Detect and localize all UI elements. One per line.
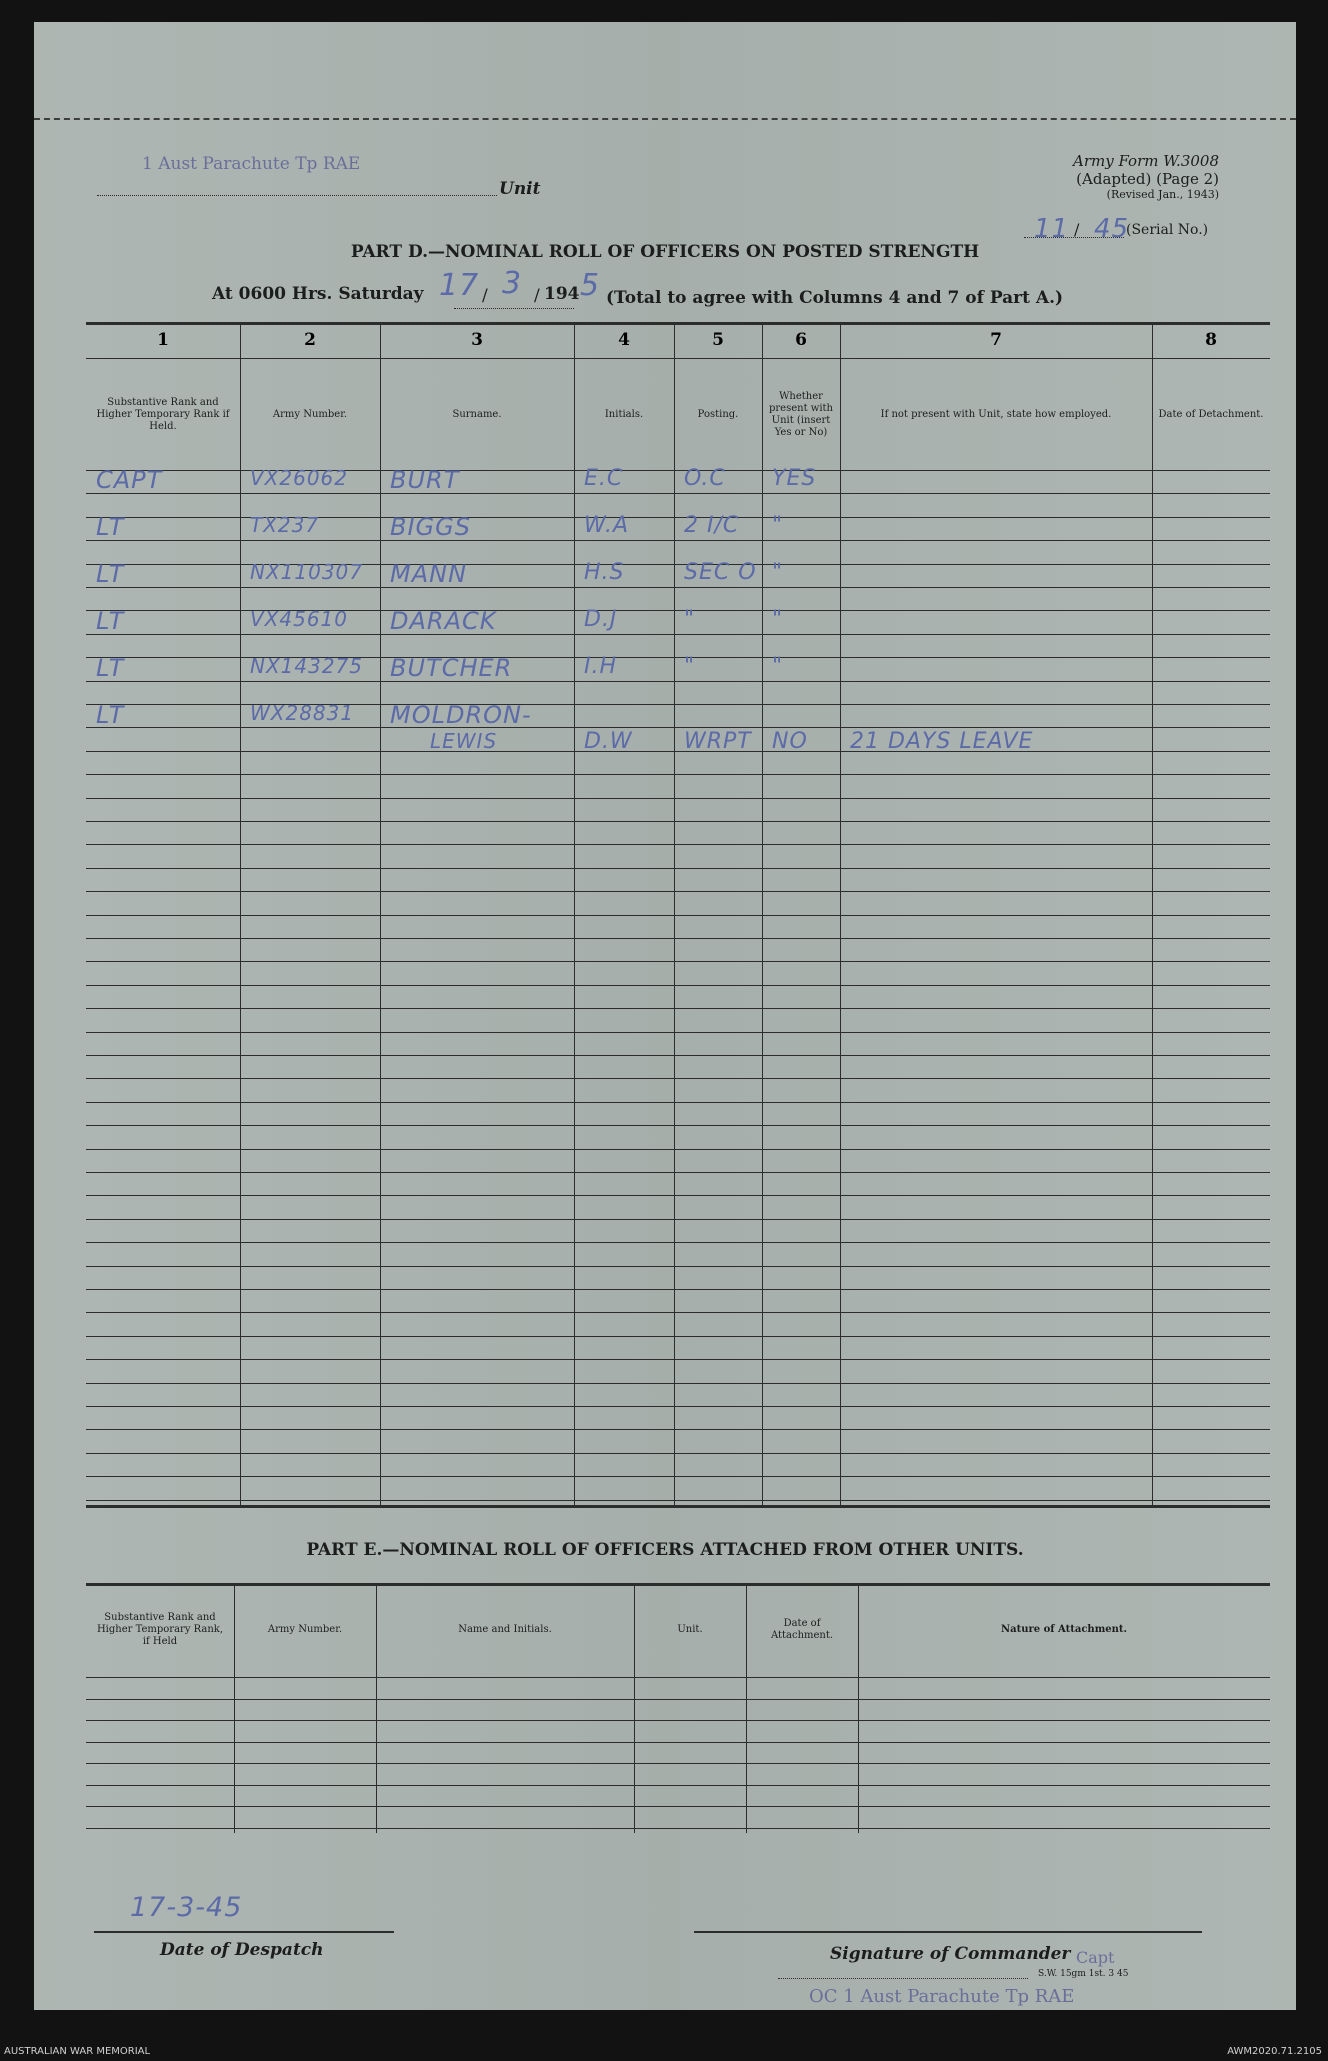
roll-cell-posting: 2 I/C	[684, 513, 740, 538]
roll-cell-army-number: TX237	[250, 513, 320, 537]
part-d-column-header: Surname.	[452, 409, 502, 420]
date-prefix: At 0600 Hrs. Saturday	[212, 284, 424, 304]
part-e-ruled-line	[86, 1828, 1270, 1829]
roll-cell-army-number: VX26062	[250, 466, 349, 490]
part-d-ruled-line	[86, 844, 1270, 845]
part-d-ruled-line	[86, 493, 1270, 494]
part-e-ruled-line	[86, 1785, 1270, 1786]
roll-cell-posting: "	[684, 607, 696, 632]
part-d-ruled-line	[86, 1406, 1270, 1407]
part-d-ruled-line	[86, 1453, 1270, 1454]
part-d-column-header: Whether present with Unit (insert Yes or No)	[768, 391, 833, 438]
part-e-table	[86, 1583, 1270, 1833]
part-e-column-header: Army Number.	[267, 1624, 343, 1635]
credit-left: AUSTRALIAN WAR MEMORIAL	[4, 2046, 151, 2057]
roll-cell-initials: D.W	[584, 729, 633, 754]
serial-hand-a: 11	[1034, 214, 1070, 244]
part-d-ruled-line	[86, 1500, 1270, 1501]
despatch-date-hand: 17-3-45	[130, 1892, 243, 1923]
roll-cell-initials: H.S	[584, 560, 625, 585]
roll-cell-rank: LT	[96, 607, 125, 635]
part-d-column-header: Substantive Rank and Higher Temporary Rank if Held.	[96, 397, 230, 432]
part-d-ruled-line	[86, 587, 1270, 588]
part-d-ruled-line	[86, 1242, 1270, 1243]
roll-cell-initials: E.C	[584, 466, 624, 491]
part-d-ruled-line	[86, 915, 1270, 916]
part-e-column-divider	[858, 1583, 859, 1833]
roll-cell-rank: LT	[96, 560, 125, 588]
roll-cell-army-number: NX110307	[250, 560, 364, 584]
part-d-column-number: 4	[618, 330, 630, 350]
part-e-column-divider	[234, 1583, 235, 1833]
part-e-column-header: Nature of Attachment.	[1000, 1624, 1128, 1635]
part-d-table	[86, 322, 1270, 1508]
part-e-column-header: Date of Attachment.	[770, 1618, 834, 1641]
roll-cell-present: NO	[772, 729, 808, 754]
part-d-ruled-line	[86, 938, 1270, 939]
part-d-ruled-line	[86, 774, 1270, 775]
form-number: Army Form W.3008	[1073, 152, 1219, 170]
part-d-ruled-line	[86, 1149, 1270, 1150]
roll-cell-army-number: WX28831	[250, 701, 355, 725]
part-d-ruled-line	[86, 540, 1270, 541]
part-d-column-header: Posting.	[697, 409, 739, 420]
roll-cell-surname: BIGGS	[390, 513, 471, 541]
part-d-column-number: 3	[471, 330, 483, 350]
part-d-ruled-line	[86, 751, 1270, 752]
roll-cell-surname: MANN	[390, 560, 468, 588]
part-d-column-header: Army Number.	[272, 409, 348, 420]
roll-cell-army-number: NX143275	[250, 654, 364, 678]
roll-cell-surname: BURT	[390, 466, 460, 494]
part-d-ruled-line	[86, 1125, 1270, 1126]
part-d-ruled-line	[86, 1266, 1270, 1267]
form-sheet: 1 Aust Parachute Tp RAE Unit Army Form W.3008 (Adapted) (Page 2) (Revised Jan., 1943) 11 / 45 (Serial No.) PART D.—NOMINAL ROLL OF OFFICERS ON POSTED STRENGTH At 0600 Hrs. Saturday 17 / 3 / 194 5 (Total to agree with Columns 4 and 7 of Part A.) 1 2 3 4 5 6 7 8 Substantive Rank and Higher Temporary Rank if Held. Army Number. Surname. Initials. Posting. Whether present with Unit (insert Yes or No) If not present with Unit, state how employed. Date of Detachment. CAPT VX26062 BURT E.C O.C YES LT TX237 BIGGS W.A 2 I/C " LT NX110307 MANN H.S SEC O " LT VX45610 DARACK D.J " " LT NX143275 BUTCHER I.H " " LT WX28831 MOLDRON- D.W WRPT NO 21 DAYS LEAVE LEWIS PART E.—NOMINAL ROLL OF OFFICERS ATTACHED FROM OTHER UNITS. Substantive Rank and Higher Temporary Rank, if Held Army Number. Name and Initials. Unit. Date of Attachment. Nature of Attachment. 17-3-45 Date of Despatch Signature of Commander Capt S.W. 15gm 1st. 3 45 OC 1 Aust Parachute Tp RAE	[34, 22, 1296, 2010]
part-e-ruled-line	[86, 1763, 1270, 1764]
part-e-column-divider	[376, 1583, 377, 1833]
part-d-ruled-line	[86, 727, 1270, 728]
roll-cell-posting: WRPT	[684, 729, 752, 754]
part-d-ruled-line	[86, 891, 1270, 892]
part-d-ruled-line	[86, 1078, 1270, 1079]
date-year-prefix: 194	[544, 284, 580, 304]
part-d-ruled-line	[86, 821, 1270, 822]
perforation-line	[34, 118, 1296, 120]
part-d-ruled-line	[86, 1289, 1270, 1290]
credit-right: AWM2020.71.2105	[1227, 2046, 1322, 2057]
part-d-ruled-line	[86, 1359, 1270, 1360]
part-d-ruled-line	[86, 1476, 1270, 1477]
roll-cell-employment: 21 DAYS LEAVE	[850, 729, 1034, 754]
part-d-ruled-line	[86, 1383, 1270, 1384]
date-year-hand: 5	[580, 268, 601, 303]
part-e-column-divider	[746, 1583, 747, 1833]
serial-hand-b: 45	[1094, 214, 1130, 244]
part-d-ruled-line	[86, 681, 1270, 682]
part-d-ruled-line	[86, 868, 1270, 869]
part-d-ruled-line	[86, 634, 1270, 635]
part-d-ruled-line	[86, 1312, 1270, 1313]
roll-cell-rank: LT	[96, 513, 125, 541]
part-e-ruled-line	[86, 1806, 1270, 1807]
roll-cell-rank: LT	[96, 701, 125, 729]
roll-cell-army-number: VX45610	[250, 607, 349, 631]
part-e-column-header: Name and Initials.	[458, 1624, 552, 1635]
part-e-column-header: Substantive Rank and Higher Temporary Rank, if Held	[96, 1612, 224, 1647]
part-d-ruled-line	[86, 1219, 1270, 1220]
part-d-ruled-line	[86, 798, 1270, 799]
despatch-label: Date of Despatch	[160, 1940, 324, 1960]
part-e-column-divider	[634, 1583, 635, 1833]
roll-cell-initials: W.A	[584, 513, 630, 538]
part-d-column-header: Date of Detachment.	[1158, 409, 1264, 420]
part-d-column-header: If not present with Unit, state how employed.	[880, 409, 1112, 420]
part-d-ruled-line	[86, 1102, 1270, 1103]
part-d-column-number: 7	[990, 330, 1002, 350]
part-d-ruled-line	[86, 1195, 1270, 1196]
part-d-ruled-line	[86, 1336, 1270, 1337]
part-d-column-header: Initials.	[604, 409, 644, 420]
part-d-column-number: 8	[1205, 330, 1217, 350]
date-day: 17	[439, 268, 480, 303]
roll-cell-posting: O.C	[684, 466, 726, 491]
unit-label: Unit	[499, 179, 541, 199]
roll-cell-present: YES	[772, 466, 817, 491]
roll-cell-initials: D.J	[584, 607, 618, 632]
roll-cell-surname-continued: LEWIS	[430, 729, 498, 753]
part-d-ruled-line	[86, 985, 1270, 986]
roll-cell-initials: I.H	[584, 654, 618, 679]
part-d-title: PART D.—NOMINAL ROLL OF OFFICERS ON POSTED STRENGTH	[350, 242, 980, 262]
part-e-title: PART E.—NOMINAL ROLL OF OFFICERS ATTACHED FROM OTHER UNITS.	[306, 1540, 1024, 1560]
part-d-column-number: 5	[712, 330, 724, 350]
printer-note: S.W. 15gm 1st. 3 45	[1038, 1969, 1129, 1979]
serial-label: (Serial No.)	[1126, 222, 1209, 238]
roll-cell-posting: SEC O	[684, 560, 757, 585]
unit-stamp: 1 Aust Parachute Tp RAE	[142, 154, 361, 174]
roll-cell-rank: CAPT	[96, 466, 163, 494]
part-d-ruled-line	[86, 1055, 1270, 1056]
part-e-column-header: Unit.	[677, 1624, 703, 1635]
part-e-ruled-line	[86, 1699, 1270, 1700]
part-d-column-number: 6	[795, 330, 807, 350]
roll-cell-present: "	[772, 607, 784, 632]
part-e-ruled-line	[86, 1720, 1270, 1721]
roll-cell-surname: DARACK	[390, 607, 497, 635]
serial-slash: /	[1074, 220, 1080, 239]
unit-underline	[97, 195, 497, 196]
part-d-column-number: 1	[157, 330, 169, 350]
part-d-ruled-line	[86, 1429, 1270, 1430]
date-month: 3	[502, 266, 523, 301]
part-d-ruled-line	[86, 961, 1270, 962]
part-d-ruled-line	[86, 1032, 1270, 1033]
roll-cell-present: "	[772, 560, 784, 585]
roll-cell-posting: "	[684, 654, 696, 679]
signature-label: Signature of Commander	[830, 1944, 1071, 1964]
roll-cell-surname: BUTCHER	[390, 654, 513, 682]
form-adapted: (Adapted) (Page 2)	[1076, 170, 1219, 188]
part-e-ruled-line	[86, 1742, 1270, 1743]
form-revised: (Revised Jan., 1943)	[1106, 188, 1219, 201]
date-suffix: (Total to agree with Columns 4 and 7 of Part A.)	[606, 288, 1064, 308]
roll-cell-surname: MOLDRON-	[390, 701, 532, 729]
roll-cell-rank: LT	[96, 654, 125, 682]
rank-stamp: Capt	[1076, 1948, 1115, 1967]
part-d-ruled-line	[86, 1172, 1270, 1173]
commander-stamp: OC 1 Aust Parachute Tp RAE	[809, 1986, 1075, 2007]
roll-cell-present: "	[772, 654, 784, 679]
part-d-column-number: 2	[304, 330, 316, 350]
roll-cell-present: "	[772, 513, 784, 538]
part-d-ruled-line	[86, 1008, 1270, 1009]
